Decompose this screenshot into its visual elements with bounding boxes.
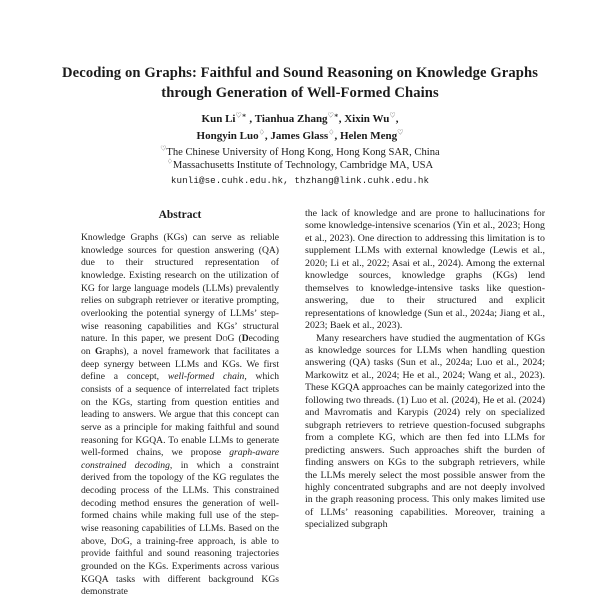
title-block [28,64,572,187]
abstract-body: Knowledge Graphs (KGs) can serve as reliable knowledge sources for question answering (QA) due to their structured representation of knowledge. Existing research on the utilization of KG for large language models (LLMs) prevalently relies on subgraph retriever or iterative prompting, overlooking the potential synergy of LLMs’ step-wise reasoning capabilities and KGs’ structural nature. In this paper, we present DoG (Decoding on Graphs), a novel framework that facilitates a deep synergy between LLMs and KGs. We first define a concept, well-formed chain, which consists of a sequence of interrelated fact triplets on the KGs, starting from question entities and leading to answers. We argue that this concept can serve as a principle for making faithful and sound reasoning for KGQA. To enable LLMs to generate well-formed chains, we propose graph-aware constrained decoding, in which a constraint derived from the topology of the KG regulates the decoding process of the LLMs. This constrained decoding method ensures the generation of well-formed chains while making full use of the step-wise reasoning capabilities of LLMs. Based on the above, DoG, a training-free approach, is able to provide faithful and sound reasoning trajectories grounded on the KGs. Experiments across various KGQA tasks with different background KGs demonstrate [81,232,280,598]
affiliation-mit: ♢Massachusetts Institute of Technology, Cambridge MA, USA [166,158,434,172]
title-line-1: Decoding on Graphs: Faithful and Sound Reasoning on Knowledge Graphs [62,65,538,81]
affiliation-cuhk: ♡The Chinese University of Hong Kong, Hong Kong SAR, China [160,145,440,158]
author-row-1: Kun Li♡∗ , Tianhua Zhang♡∗, Xixin Wu♡, [201,111,399,125]
right-column [305,208,545,600]
author-list [28,111,572,144]
intro-paragraph-1: the lack of knowledge and are prone to hallucinations for some knowledge-intensive scenarios (Yin et al., 2023; Hong et al., 2023). One direction to addressing this limitation is to supplement LLMs with external knowledge (Lewis et al., 2020; Li et al., 2022; Asai et al., 2024). Among the external knowledge sources, knowledge graphs (KGs) lend themselves to knowledge-intensive tasks like question-answering, due to their structured and explicit representations of knowledge (Sun et al., 2024a; Jiang et al., 2023; Baek et al., 2023). [305,208,545,332]
abstract-heading: Abstract [158,209,202,221]
author-row-2: Hongyin Luo♢, James Glass♢, Helen Meng♡ [196,127,404,142]
left-column [68,208,292,600]
affiliation-list [28,146,572,172]
paper-title [28,64,572,103]
title-line-2: through Generation of Well-Formed Chains [161,84,439,101]
intro-paragraph-2: Many researchers have studied the augmentation of KGs as knowledge sources for LLMs when handling question answering (QA) tasks (Sun et al., 2024a; Luo et al., 2024; Markowitz et al., 2024; He et al., 2024; Wang et al., 2023). These KGQA approaches can be mainly categorized into the following two threads. (1) Luo et al. (2024), He et al. (2024) and Mavromatis and Karypis (2024) rely on specialized subgraph retrievers to retrieve question-focused subgraphs from a complete KG, which are then fed into LLMs for predicting answers. Such approaches shift the burden of finding answers on KGs to the subgraph retrievers, while the LLMs merely select the most possible answer from the highly concentrated subgraphs and are not deeply involved in the graph reasoning process. This only makes limited use of LLMs’ reasoning capabilities. Moreover, training a specialized subgraph [305,332,545,531]
author-emails: kunli@se.cuhk.edu.hk, thzhang@link.cuhk.edu.hk [170,175,430,187]
